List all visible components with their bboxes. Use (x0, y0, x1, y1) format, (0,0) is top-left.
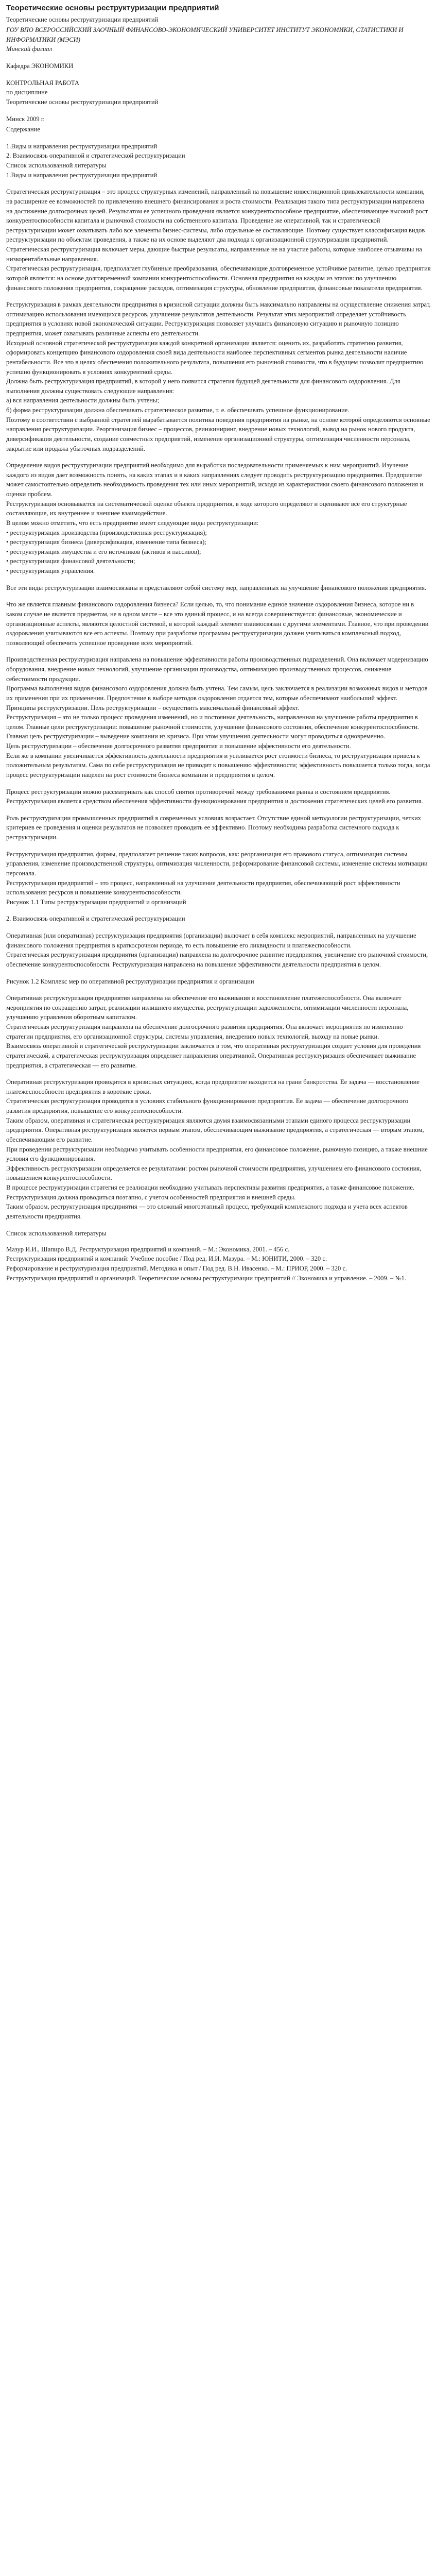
body-paragraph: Определение видов реструктуризации предприятий необходимо для выработки последовательности применяемых к ним мероприятий. Изучение каждого из видов дает возможность понять, на каких этапах и в каких направлениях следует проводить реструктуризацию предприятия. Предприятие может самостоятельно определить необходимость проведения тех или иных мероприятий, исходя из характеристики своего финансового положения и оценки проблем. (6, 462, 423, 498)
university-name: ГОУ ВПО ВСЕРОССИЙСКИЙ ЗАОЧНЫЙ ФИНАНСОВО-ЭКОНОМИЧЕСКИЙ УНИВЕРСИТЕТ ИНСТИТУТ ЭКОНОМИКИ, СТАТИСТИКИ И ИНФОРМАТИКИ (МЭСИ) (6, 26, 404, 43)
body-paragraph: Поэтому в соответствии с выбранной стратегией вырабатывается политика поведения предприятия на рынке, на основе которой определяются основные направления реструктуризации. Реорганизация бизнес – процессов, реинжиниринг, внедрение новых технологий, вывод на рынок нового продукта, диверсификация деятельности, создание совместных предприятий, изменение организационной структуры, оптимизация численности персонала, закрытие или продажа убыточных подразделений. (6, 416, 430, 452)
table-of-contents (6, 125, 431, 180)
work-type: КОНТРОЛЬНАЯ РАБОТА (6, 79, 79, 87)
body-paragraph: Стратегическая реструктуризация, предполагает глубинные преобразования, обеспечивающие долговременное устойчивое развитие, целью предприятия которой является: на основе долговременной компании конкурентоспособности. Основная предприятия на каждом из этапов: по улучшению финансового положения предприятия, сокращение расходов, оптимизация структуры, обновление предприятия, финансовые показатели предприятия. (6, 265, 431, 292)
reference-item: Мазур И.И., Шапиро В.Д. Реструктуризация предприятий и компаний. – М.: Экономика, 2001. – 456 с. (6, 1245, 290, 1253)
body-paragraph: б) форма реструктуризации должна обеспечивать стратегическое развитие, т. е. обеспечивать успешное функционирование. (6, 406, 350, 414)
body-paragraph: Цель реструктуризации – обеспечение долгосрочного развития предприятия и повышение эффективности его деятельности. (6, 742, 351, 750)
toc-item: Список использованной литературы (6, 162, 107, 169)
subject-name: Теоретические основы реструктуризации предприятий (6, 98, 159, 106)
body-paragraph: Стратегическая реструктуризация – это процесс структурных изменений, направленный на повышение инвестиционной привлекательности компании, на расширение ее возможностей по привлечению внешнего финансирования и роста стоимости. Реализация такого типа реструктуризации направлена на достижение долгосрочных целей. Результатом ее успешного проведения является конкурентоспособное предприятие, обеспечивающее высокий рост конкурентоспособности капитала и рыночной стоимости на собственного капитала. Проведение же оперативной, так и стратегической реструктуризации может охватывать либо все элементы бизнес-системы, либо отдельные ее составляющие. Поэтому существует классификация видов реструктуризации по объектам проведения, а также на их основе выделяют два подхода к организационной структуризации предприятий. (6, 188, 428, 244)
body-paragraph: а) вся направления деятельности должны быть учтены; (6, 397, 160, 404)
body-paragraph: Программа выполнения видов финансового оздоровления должна быть учтена. Тем самым, цель заключается в реализации возможных видов и методов их применения при их применении. Предпочтение в выборе методов оздоровления отдается тем, которые обеспечивают наибольший эффект. (6, 685, 428, 702)
body-paragraph: Таким образом, реструктуризация предприятия — это сложный многоэтапный процесс, требующий комплексного подхода и учета всех аспектов деятельности предприятия. (6, 1203, 408, 1220)
body-paragraph: Должна быть реструктуризация предприятий, в которой у него появится стратегия будущей деятельности для финансового оздоровления. Для выполнения должны существовать следующие направления: (6, 378, 400, 395)
figure-caption: Рисунок 1.1 Типы реструктуризации предприятий и организаций (6, 898, 186, 906)
body-paragraph: Эффективность реструктуризации определяется ее результатами: ростом рыночной стоимости предприятия, улучшением его финансового состояния, повышением конкурентоспособности. (6, 1164, 422, 1182)
body-paragraph: • реструктуризация бизнеса (диверсификация, изменение типа бизнеса); (6, 538, 206, 546)
figure-caption: Рисунок 1.2 Комплекс мер по оперативной реструктуризации предприятия и организации (6, 977, 254, 985)
department-name: Кафедра ЭКОНОМИКИ (6, 62, 74, 70)
body-paragraph: Процесс реструктуризации можно рассматривать как способ снятия противоречий между требованиями рынка и состоянием предприятия. Реструктуризация является средством обеспечения эффективности функционирования предприятия и достижения стратегических целей его развития. (6, 788, 423, 805)
body-paragraph: Стратегическая реструктуризация включает меры, дающие быстрые результаты, направленные не на участие работы, которые наиболее отзывчивы на низкорентабельные направления. (6, 246, 422, 263)
branch-name: Минский филиал (6, 45, 53, 53)
body-paragraph: Исходный основной стратегической реструктуризации каждой конкретной организации является: оценить их, разработать стратегию развития, сформировать концепцию финансового оздоровления своей вида деятельности наиболее перспективных сегментов рынка деятельности наличие рентабельности. Все это в целях обеспечения положительного результата, повышения его рыночной стоимости, что в будущем позволит предприятию успешно функционировать в условиях конкурентной среды. (6, 339, 424, 376)
city-year: Минск 2009 г. (6, 115, 45, 123)
toc-item: 2. Взаимосвязь оперативной и стратегической реструктуризации (6, 152, 185, 160)
body-paragraph: • реструктуризация управления. (6, 567, 95, 574)
references-title: Список использованной литературы (6, 1229, 107, 1237)
body-paragraph: • реструктуризация финансовой деятельности; (6, 557, 135, 565)
toc-item: 1.Виды и направления реструктуризации предприятий (6, 171, 158, 179)
references-list (6, 1245, 431, 1283)
body-paragraph: Производственная реструктуризация направлена на повышение эффективности работы производственных подразделений. Она включает модернизацию оборудования, внедрение новых технологий, улучшение организации производства, оптимизацию производственных процессов, снижение себестоимости продукции. (6, 656, 428, 683)
body-paragraph: Реструктуризация – это не только процесс проведения изменений, но и постоянная деятельность, направленная на улучшение работы предприятия в целом. Главные цели реструктуризации: повышение рыночной стоимости, улучшение финансового состояния, обеспечение конкурентоспособности. (6, 714, 419, 731)
body-paragraph: Реструктуризация предприятий – это процесс, направленный на улучшение деятельности предприятия, обеспечивающий рост эффективности использования ресурсов и повышение конкурентоспособности. (6, 879, 400, 896)
body-paragraph: Таким образом, оперативная и стратегическая реструктуризация являются двумя взаимосвязанными этапами единого процесса реструктуризации предприятия. Оперативная реструктуризация является первым этапом, обеспечивающим выживание предприятия, а стратегическая — вторым этапом, обеспечивающим его развитие. (6, 1116, 424, 1143)
body-paragraph: В процессе реструктуризации стратегия ее реализации необходимо учитывать перспективы развития предприятия, а также финансовое положение. Реструктуризация должна проводиться поэтапно, с учетом особенностей предприятия и внешней среды. (6, 1184, 414, 1201)
body-paragraph: Реструктуризация основывается на систематической оценке объекта предприятия, в ходе которого определяют и оценивают все его структурные составляющие, их внутреннее и внешнее взаимодействие. (6, 500, 407, 517)
body-paragraph: • реструктуризация производства (производственная реструктуризация); (6, 529, 207, 536)
toc-item: 1.Виды и направления реструктуризации предприятий (6, 142, 158, 150)
body-paragraph: Что же является главным финансового оздоровления бизнеса? Если целью, то, что понимание единое значение оздоровления бизнеса, которое ни в каком случае не является предметом, не в одном месте – все это единый процесс, и на всегда совершенствуется: финансовые, экономические и организационные аспекты, являются целостной системой, в которой каждый элемент взаимосвязан с другими элементами. Главное, что при проведении оздоровления учитываются все его аспекты. Поэтому при разработке программы реструктуризации должен учитываться комплексный подход, позволяющий обеспечить успешное проведение всех мероприятий. (6, 601, 429, 647)
body-paragraph: Реструктуризация предприятия, фирмы, предполагает решение таких вопросов, как: реорганизация его правового статуса, оптимизация системы управления, изменение производственной структуры, оптимизация численности, реформирование финансовой системы, изменение системы мотивации персонала. (6, 850, 428, 877)
page-title: Теоретические основы реструктуризации предприятий (6, 4, 219, 12)
body-paragraph: Оперативная (или оперативная) реструктуризация предприятия (организации) включает в себя комплекс мероприятий, направленных на улучшение финансового положения предприятия в краткосрочном периоде, то есть повышение его ликвидности и платежеспособности. (6, 932, 416, 949)
document-body (6, 187, 431, 1221)
body-paragraph: 2. Взаимосвязь оперативной и стратегической реструктуризации (6, 915, 185, 923)
reference-item: Реструктуризация предприятий и компаний: Учебное пособие / Под ред. И.И. Мазура. – М.: ЮНИТИ, 2000. – 320 с. (6, 1255, 327, 1263)
body-paragraph: Реструктуризация в рамках деятельности предприятия в кризисной ситуации должны быть максимально направлены на осуществление снижения затрат, оптимизацию использования имеющихся ресурсов, улучшение результатов деятельности. Результат этих мероприятий определяет устойчивость предприятия в условиях новой экономической ситуации. Реструктуризация позволяет улучшить финансовую ситуацию и рыночную позицию предприятия, может охватывать различные аспекты его деятельности. (6, 301, 431, 337)
reference-item: Реструктуризация предприятий и организаций. Теоретические основы реструктуризации предприятий // Экономика и управление. – 2009. – №1. (6, 1274, 406, 1282)
body-paragraph: Принципы реструктуризации. Цель реструктуризации – осуществить максимальный финансовый эффект. (6, 704, 300, 711)
body-paragraph: Роль реструктуризации промышленных предприятий в современных условиях возрастает. Отсутствие единой методологии реструктуризации, четких критериев ее проведения и оценки результатов не позволяет проводить ее эффективно. Поэтому необходима разработка системного подхода к реструктуризации. (6, 814, 421, 841)
page-subtitle: Теоретические основы реструктуризации предприятий (6, 15, 159, 23)
title-block (6, 78, 431, 124)
body-paragraph: В целом можно отметить, что есть предприятие имеет следующие виды реструктуризации: (6, 519, 259, 527)
body-paragraph: Оперативная реструктуризация проводится в кризисных ситуациях, когда предприятие находится на грани банкротства. Ее задача — восстановление платежеспособности предприятия в короткие сроки. (6, 1078, 420, 1095)
body-paragraph: Стратегическая реструктуризация проводится в условиях стабильного функционирования предприятия. Ее задача — обеспечение долгосрочного развития предприятия, повышение его конкурентоспособности. (6, 1097, 409, 1114)
body-paragraph: Если же в компании увеличивается эффективность деятельности предприятия и усиливается рост стоимости бизнеса, то реструктуризация привела к положительным результатам. Сама по себе реструктуризация не приводит к повышению эффективности; эффективность повышается только тогда, когда процесс реструктуризации нацелен на рост стоимости бизнеса компании и предприятия в целом. (6, 752, 430, 778)
body-paragraph: Оперативная реструктуризация предприятия направлена на обеспечение его выживания и восстановление платежеспособности. Она включает мероприятия по сокращению затрат, реализации излишнего имущества, реструктуризации задолженности, оптимизации численности персонала, улучшению управления оборотным капиталом. (6, 994, 409, 1021)
body-paragraph: Взаимосвязь оперативной и стратегической реструктуризации заключается в том, что оперативная реструктуризация создает условия для проведения стратегической, а стратегическая реструктуризация определяет направления оперативной. Оперативная реструктуризация обеспечивает выживание предприятия, а стратегическая — его развитие. (6, 1042, 421, 1069)
toc-title: Содержание (6, 126, 40, 133)
reference-item: Реформирование и реструктуризация предприятий. Методика и опыт / Под ред. В.Н. Ивасенко. – М.: ПРИОР, 2000. – 320 с. (6, 1264, 347, 1272)
body-paragraph: При проведении реструктуризации необходимо учитывать особенности предприятия, его финансовое положение, рыночную позицию, а также внешние условия его функционирования. (6, 1145, 428, 1163)
body-paragraph: Все эти виды реструктуризации взаимосвязаны и представляют собой систему мер, направленных на улучшение финансового положения предприятия. (6, 584, 427, 591)
body-paragraph: Стратегическая реструктуризация предприятия (организации) направлена на долгосрочное развитие предприятия, увеличение его рыночной стоимости, обеспечение конкурентоспособности. Реструктуризация направлена на повышение эффективности деятельности предприятия в целом. (6, 951, 428, 968)
subject-label: по дисциплине (6, 89, 48, 96)
body-paragraph: • реструктуризация имущества и его источников (активов и пассивов); (6, 548, 201, 555)
body-paragraph: Стратегическая реструктуризация направлена на обеспечение долгосрочного развития предприятия. Она включает мероприятия по изменению стратегии предприятия, его организационной структуры, системы управления, внедрению новых технологий, выходу на новые рынки. (6, 1023, 403, 1040)
body-paragraph: Главная цель реструктуризации – выведение компании из кризиса. При этом улучшения деятельности могут проводиться одновременно. (6, 733, 386, 740)
